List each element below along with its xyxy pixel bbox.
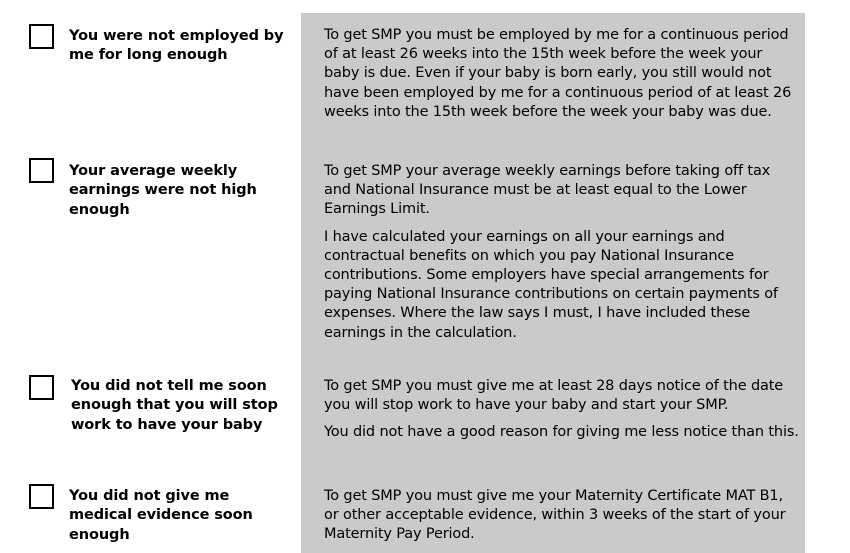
explanation-paragraph: To get SMP you must give me your Maternity Certificate MAT B1, or other acceptable evidence, within 3 weeks of the start of your Maternity Pay Period. xyxy=(324,488,786,543)
checkbox-notice-not-soon-enough[interactable] xyxy=(29,375,54,400)
explanation-paragraph: To get SMP you must be employed by me for a continuous period of at least 26 weeks into the 15th week before the week your baby is due. Even if your baby is born early, you still would not have been employed by me for a continuous period of at least 26 weeks into the 15th week before the week your baby was due. xyxy=(324,27,792,120)
reason-label: You were not employed by me for long enough xyxy=(69,28,284,64)
explanation-paragraph: You did not have a good reason for giving me less notice than this. xyxy=(324,424,799,441)
explanation-text xyxy=(324,377,800,443)
reason-label: You did not give me medical evidence soon enough xyxy=(69,488,253,543)
explanation-text xyxy=(324,487,800,545)
explanation-paragraph: I have calculated your earnings on all your earnings and contractual benefits on which you pay National Insurance contributions. Some employers have special arrangements for paying National Insurance contributions on certain payments of expenses. Where the law says I must, I have included these earnings in the calculation. xyxy=(324,228,778,341)
explanation-text xyxy=(324,26,800,122)
explanation-text xyxy=(324,162,800,343)
checkbox-medical-evidence-late[interactable] xyxy=(29,484,54,509)
reason-label: Your average weekly earnings were not high enough xyxy=(69,163,257,218)
checkbox-earnings-not-high-enough[interactable] xyxy=(29,158,54,183)
explanation-paragraph: To get SMP your average weekly earnings before taking off tax and National Insurance must be at least equal to the Lower Earnings Limit. xyxy=(324,163,771,218)
reason-label: You did not tell me soon enough that you will stop work to have your baby xyxy=(71,378,278,433)
explanation-paragraph: To get SMP you must give me at least 28 days notice of the date you will stop work to have your baby and start your SMP. xyxy=(324,378,784,414)
checkbox-not-employed-long-enough[interactable] xyxy=(29,24,54,49)
